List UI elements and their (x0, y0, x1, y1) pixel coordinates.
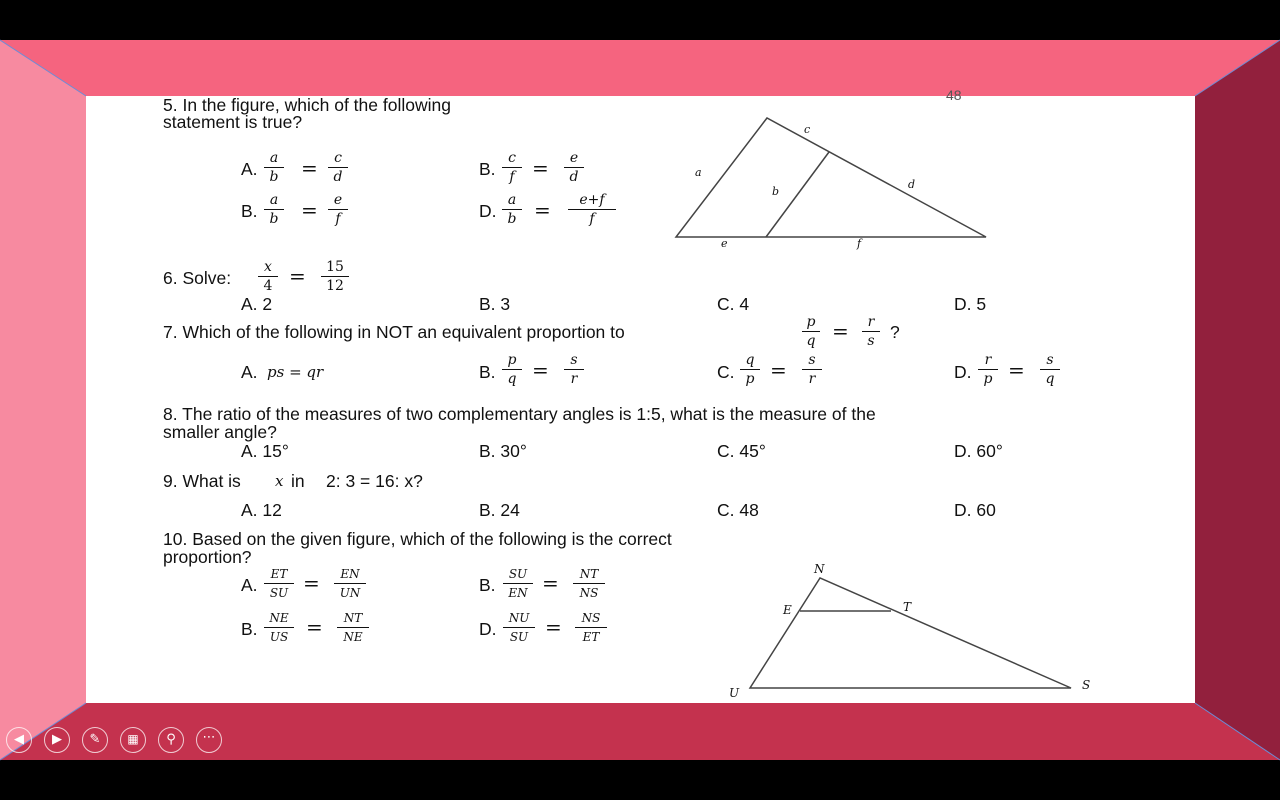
equals-sign: = (289, 264, 306, 288)
numerator: e+f (568, 192, 616, 210)
q10-option-b-right-fraction (573, 566, 605, 601)
q5-option-a-label: A. (241, 159, 258, 179)
q9-prefix: 9. What is (163, 471, 241, 491)
q7-option-c-right-fraction (802, 352, 822, 387)
numerator: s (802, 352, 822, 370)
numerator: 15 (321, 259, 349, 277)
fig-label-b: b (772, 185, 780, 198)
q7-option-b-label: B. (479, 362, 496, 382)
numerator: x (258, 259, 278, 277)
denominator: q (1045, 371, 1055, 387)
denominator: UN (339, 586, 361, 600)
q10-option-d-left-fraction (503, 610, 535, 645)
q5-option-c-label: B. (241, 201, 258, 221)
q10-option-a-right-fraction (334, 566, 366, 601)
fig-label-a: a (695, 166, 702, 179)
chevron-left-icon[interactable]: ◀ (6, 727, 32, 753)
denominator: d (333, 169, 343, 185)
denominator: f (589, 211, 595, 227)
q10-question-line1: 10. Based on the given figure, which of the following is the correct (163, 529, 672, 549)
numerator: e (328, 192, 348, 210)
numerator: ET (264, 566, 294, 584)
frame-right (1195, 40, 1280, 760)
denominator: p (983, 371, 993, 387)
numerator: p (502, 352, 522, 370)
numerator: p (802, 314, 820, 332)
q6-choice-b: B. 3 (479, 294, 511, 314)
equals-sign: = (301, 198, 318, 222)
q7-option-c-label: C. (717, 362, 735, 382)
denominator: r (808, 371, 816, 387)
q7-option-a-label: A. (241, 362, 258, 382)
q8-choice-d: D. 60° (954, 441, 1003, 461)
q8-choice-a: A. 15° (241, 441, 289, 461)
equals-sign: = (770, 358, 787, 382)
fig-label-e: e (721, 237, 728, 250)
denominator: r (570, 371, 578, 387)
denominator: SU (509, 630, 529, 644)
fig-label-e: E (783, 603, 792, 617)
q7-option-c-left-fraction (740, 352, 760, 387)
equals-sign: = (832, 319, 849, 343)
equals-sign: = (542, 571, 559, 595)
q5-option-a-right-fraction (328, 150, 348, 185)
fig-label-d: d (908, 178, 916, 191)
presenter-toolbar (0, 724, 260, 758)
equals-sign: = (545, 615, 562, 639)
denominator: NS (579, 586, 599, 600)
fig-label-f: f (857, 237, 862, 250)
q10-option-b-left-fraction (503, 566, 533, 601)
numerator: EN (334, 566, 366, 584)
q5-option-c-right-fraction (328, 192, 348, 227)
q9-variable: x (275, 472, 284, 490)
denominator: EN (508, 586, 528, 600)
numerator: s (564, 352, 584, 370)
denominator: 12 (326, 278, 344, 294)
denominator: f (335, 211, 341, 227)
numerator: a (264, 192, 284, 210)
q10-triangle-figure (736, 568, 1086, 698)
q5-triangle-figure (671, 114, 991, 254)
numerator: r (862, 314, 880, 332)
fig-label-n: N (814, 562, 825, 576)
q8-choice-c: C. 45° (717, 441, 766, 461)
equals-sign: = (532, 358, 549, 382)
q6-right-fraction (321, 259, 349, 294)
q7-option-b-right-fraction (564, 352, 584, 387)
q5-question-line2: statement is true? (163, 112, 303, 132)
q10-question-line2: proportion? (163, 547, 252, 567)
denominator: NE (343, 630, 363, 644)
numerator: q (740, 352, 760, 370)
q7-option-a-expression: ps = qr (267, 363, 324, 381)
q7-question-mark: ? (890, 322, 900, 342)
numerator: NT (337, 610, 369, 628)
q6-prefix: 6. Solve: (163, 268, 232, 288)
equals-sign: = (301, 156, 318, 180)
numerator: NS (575, 610, 607, 628)
q5-option-a-left-fraction (264, 150, 284, 185)
q9-expression: 2: 3 = 16: x? (326, 471, 423, 491)
q6-choice-d: D. 5 (954, 294, 987, 314)
numerator: SU (503, 566, 533, 584)
q7-option-d-label: D. (954, 362, 972, 382)
q8-question-line1: 8. The ratio of the measures of two complementary angles is 1:5, what is the measure of the (163, 404, 876, 424)
denominator: s (867, 333, 875, 349)
equals-sign: = (306, 615, 323, 639)
equals-sign: = (534, 198, 551, 222)
numerator: c (328, 150, 348, 168)
denominator: q (507, 371, 517, 387)
q5-question-line1: 5. In the figure, which of the following (163, 95, 451, 115)
q5-option-c-left-fraction (264, 192, 284, 227)
frame-left (0, 40, 86, 760)
q8-question-line2: smaller angle? (163, 422, 277, 442)
denominator: b (269, 169, 279, 185)
magnifier-icon[interactable]: ⚲ (158, 727, 184, 753)
denominator: ET (582, 630, 600, 644)
q10-option-a-label: A. (241, 575, 258, 595)
q10-option-a-left-fraction (264, 566, 294, 601)
denominator: d (569, 169, 579, 185)
denominator: f (509, 169, 515, 185)
fig-label-s: S (1082, 678, 1091, 692)
numerator: s (1040, 352, 1060, 370)
q9-choice-b: B. 24 (479, 500, 520, 520)
q7-option-d-right-fraction (1040, 352, 1060, 387)
q10-option-c-label: B. (241, 619, 258, 639)
slide-content (86, 87, 1195, 703)
q9-choice-d: D. 60 (954, 500, 996, 520)
cropped-number: 48 (946, 87, 962, 103)
equals-sign: = (532, 156, 549, 180)
slides-grid-icon[interactable]: ▦ (120, 727, 146, 753)
q9-mid: in (291, 471, 305, 491)
equals-sign: = (1008, 358, 1025, 382)
numerator: c (502, 150, 522, 168)
denominator: US (269, 630, 289, 644)
equals-sign: = (303, 571, 320, 595)
q5-option-b-left-fraction (502, 150, 522, 185)
q7-given-left-fraction (802, 314, 820, 349)
denominator: b (269, 211, 279, 227)
fig-label-u: U (729, 686, 740, 700)
pen-icon[interactable]: ✎ (82, 727, 108, 753)
denominator: p (745, 371, 755, 387)
more-icon[interactable]: ⋯ (196, 727, 222, 753)
q7-option-d-left-fraction (978, 352, 998, 387)
q5-option-d-label: D. (479, 201, 497, 221)
denominator: b (507, 211, 517, 227)
denominator: 4 (263, 278, 273, 294)
numerator: e (564, 150, 584, 168)
numerator: a (264, 150, 284, 168)
numerator: NT (573, 566, 605, 584)
q6-choice-c: C. 4 (717, 294, 750, 314)
numerator: NE (264, 610, 294, 628)
numerator: NU (503, 610, 535, 628)
q9-choice-a: A. 12 (241, 500, 282, 520)
denominator: SU (269, 586, 289, 600)
q5-option-b-label: B. (479, 159, 496, 179)
q10-option-c-left-fraction (264, 610, 294, 645)
q5-option-b-right-fraction (564, 150, 584, 185)
q7-option-b-left-fraction (502, 352, 522, 387)
numerator: a (502, 192, 522, 210)
fig-label-c: c (804, 123, 811, 136)
q10-option-d-right-fraction (575, 610, 607, 645)
fig-label-t: T (903, 600, 912, 614)
q10-option-c-right-fraction (337, 610, 369, 645)
q6-left-fraction (258, 259, 278, 294)
q10-option-d-label: D. (479, 619, 497, 639)
q7-question: 7. Which of the following in NOT an equivalent proportion to (163, 322, 625, 342)
q6-choice-a: A. 2 (241, 294, 273, 314)
q7-given-right-fraction (862, 314, 880, 349)
q8-choice-b: B. 30° (479, 441, 527, 461)
chevron-right-icon[interactable]: ▶ (44, 727, 70, 753)
q9-choice-c: C. 48 (717, 500, 759, 520)
q5-option-d-left-fraction (502, 192, 522, 227)
q5-option-d-right-fraction (568, 192, 616, 227)
numerator: r (978, 352, 998, 370)
q10-option-b-label: B. (479, 575, 496, 595)
denominator: q (806, 333, 816, 349)
frame-top (0, 40, 1280, 96)
